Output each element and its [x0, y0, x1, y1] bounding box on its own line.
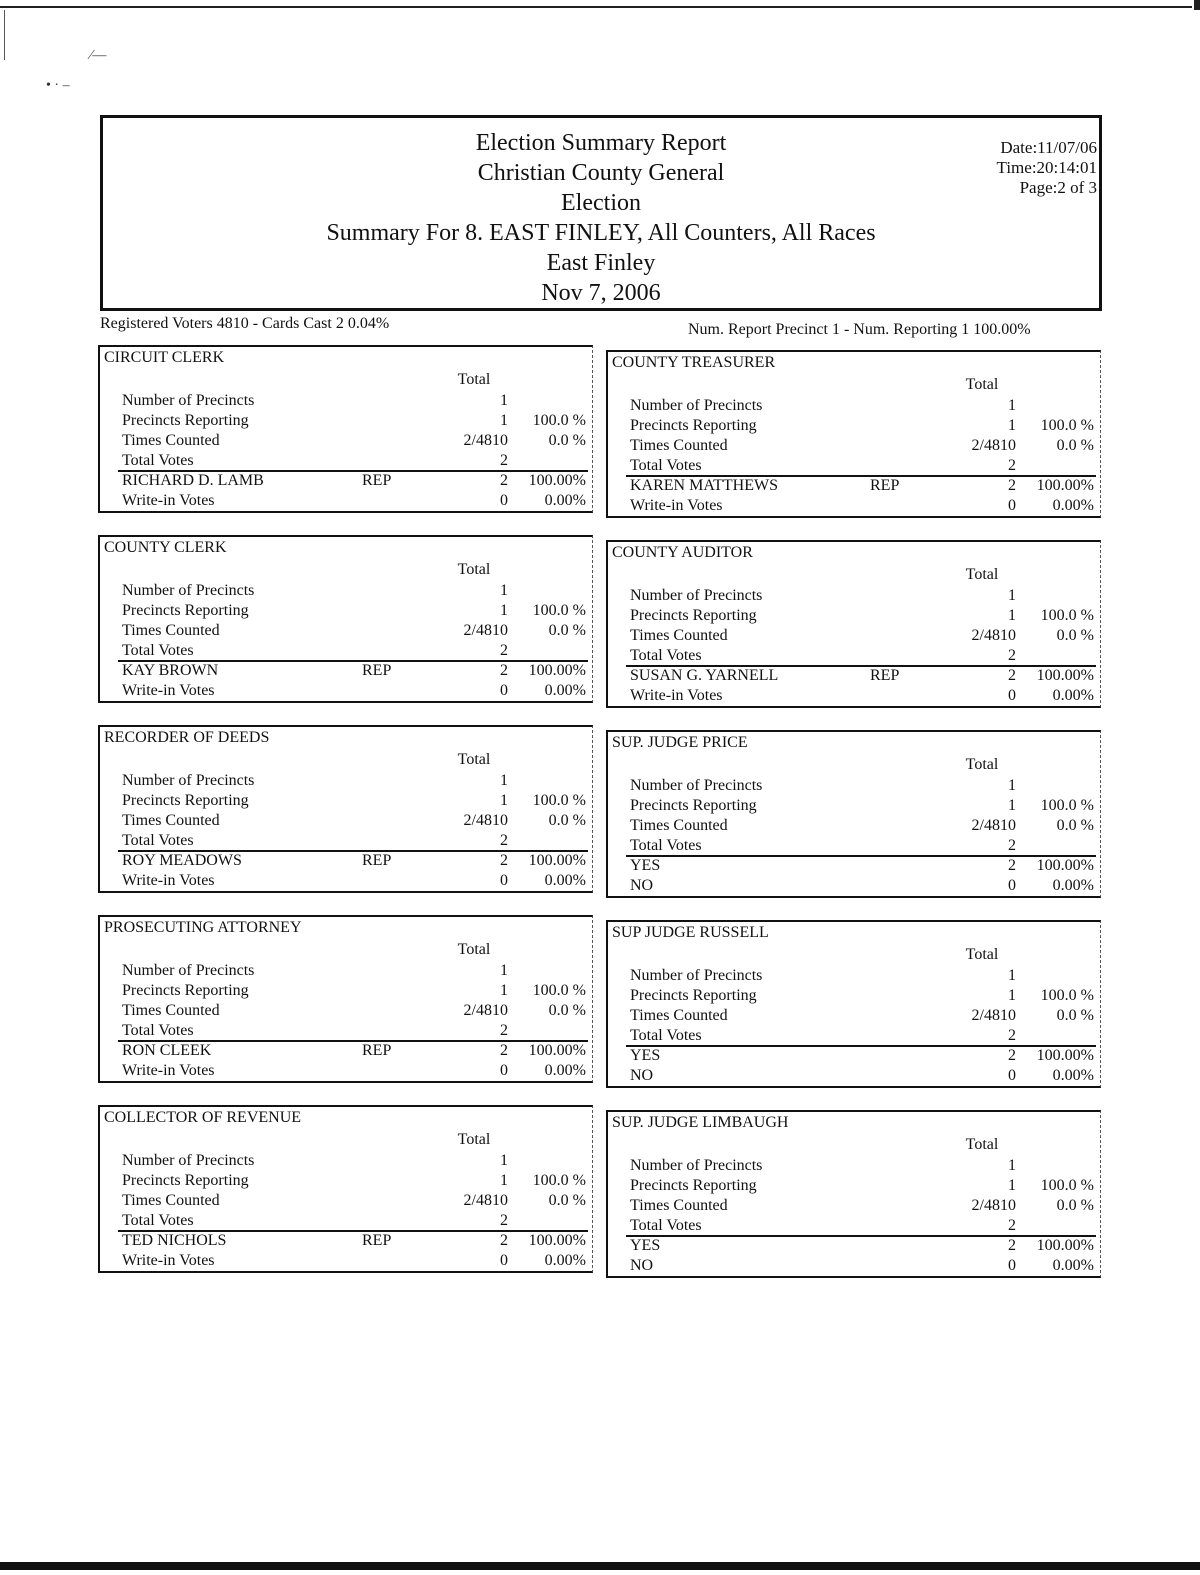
stat-value: 2/4810 — [971, 1197, 1016, 1214]
candidate-votes: 2 — [500, 1042, 508, 1059]
stat-row — [630, 456, 1096, 476]
candidate-percent: 100.00% — [528, 1232, 586, 1249]
candidate-percent: 100.00% — [1036, 857, 1094, 874]
candidate-percent: 100.00% — [528, 662, 586, 679]
candidate-votes: 2 — [1008, 1047, 1016, 1064]
candidate-row — [122, 1061, 588, 1081]
candidate-row — [630, 876, 1096, 896]
candidate-percent: 0.00% — [1052, 497, 1094, 514]
title-line: Christian County General — [477, 160, 725, 186]
scan-top-rule — [0, 6, 1192, 8]
stat-label: Number of Precincts — [122, 772, 255, 789]
stat-label: Times Counted — [630, 1007, 728, 1024]
stat-row — [122, 451, 588, 471]
title-line: Election — [561, 190, 641, 216]
report-header — [100, 115, 1102, 311]
candidate-row — [630, 686, 1096, 706]
candidate-party: REP — [362, 852, 392, 869]
stat-label: Times Counted — [122, 1002, 220, 1019]
candidate-votes: 0 — [500, 1252, 508, 1269]
stat-value: 1 — [1008, 607, 1016, 624]
stat-value: 1 — [500, 582, 508, 599]
stat-label: Total Votes — [122, 1212, 194, 1229]
stat-label: Precincts Reporting — [630, 987, 757, 1004]
reporting-precincts-line: Num. Report Precinct 1 - Num. Reporting 1 100.00% — [688, 321, 1031, 338]
stat-row — [630, 836, 1096, 856]
candidate-percent: 100.00% — [528, 472, 586, 489]
title-line: Election Summary Report — [475, 130, 727, 156]
stat-label: Total Votes — [122, 452, 194, 469]
stat-row — [122, 1021, 588, 1041]
stat-row — [630, 816, 1096, 836]
stat-row — [630, 606, 1096, 626]
candidate-percent: 0.00% — [1052, 1067, 1094, 1084]
race-box — [606, 1110, 1101, 1278]
stat-row — [630, 796, 1096, 816]
stat-value: 1 — [500, 1152, 508, 1169]
stat-value: 1 — [500, 962, 508, 979]
stat-value: 2/4810 — [971, 1007, 1016, 1024]
total-column-header: Total — [457, 561, 491, 578]
candidate-votes: 0 — [500, 1062, 508, 1079]
candidate-row — [122, 1041, 588, 1061]
stat-row — [630, 1216, 1096, 1236]
candidate-percent: 100.00% — [528, 852, 586, 869]
total-column-header: Total — [965, 1136, 999, 1153]
candidate-name: Write-in Votes — [122, 872, 215, 889]
candidate-name: Write-in Votes — [122, 1062, 215, 1079]
report-time: Time:20:14:01 — [996, 158, 1097, 177]
candidate-row — [630, 1066, 1096, 1086]
stat-label: Times Counted — [630, 437, 728, 454]
stat-label: Total Votes — [630, 457, 702, 474]
stat-value: 1 — [500, 392, 508, 409]
race-title: COUNTY TREASURER — [612, 354, 776, 371]
race-title: COUNTY CLERK — [104, 539, 227, 556]
stat-label: Number of Precincts — [122, 582, 255, 599]
handwritten-mark: ∕— — [90, 48, 107, 63]
stat-value: 2 — [1008, 647, 1016, 664]
stat-row — [122, 431, 588, 451]
stat-row — [122, 411, 588, 431]
race-box — [98, 345, 593, 513]
race-box — [98, 1105, 593, 1273]
total-column-header: Total — [965, 376, 999, 393]
stat-value: 2 — [1008, 457, 1016, 474]
registered-voters-line: Registered Voters 4810 - Cards Cast 2 0.04% — [100, 315, 390, 332]
candidate-name: NO — [630, 1067, 654, 1084]
race-title: PROSECUTING ATTORNEY — [104, 919, 302, 936]
race-title: CIRCUIT CLERK — [104, 349, 225, 366]
candidate-votes: 2 — [500, 662, 508, 679]
stat-value: 2 — [1008, 1217, 1016, 1234]
candidate-votes: 2 — [500, 472, 508, 489]
stat-value: 1 — [1008, 777, 1016, 794]
candidate-votes: 2 — [1008, 857, 1016, 874]
stat-label: Times Counted — [630, 627, 728, 644]
candidate-name: Write-in Votes — [630, 687, 723, 704]
report-title — [103, 128, 1099, 308]
stat-label: Number of Precincts — [630, 967, 763, 984]
stat-percent: 0.0 % — [1056, 437, 1094, 454]
stat-row — [630, 986, 1096, 1006]
stat-value: 2/4810 — [971, 437, 1016, 454]
title-line: Nov 7, 2006 — [541, 280, 661, 306]
stat-row — [122, 961, 588, 981]
stat-label: Number of Precincts — [122, 962, 255, 979]
stat-row — [630, 626, 1096, 646]
candidate-row — [122, 1231, 588, 1251]
candidate-votes: 2 — [1008, 667, 1016, 684]
candidate-party: REP — [362, 1232, 392, 1249]
stat-label: Times Counted — [122, 1192, 220, 1209]
candidate-votes: 2 — [500, 1232, 508, 1249]
stat-label: Total Votes — [630, 1217, 702, 1234]
stat-row — [630, 776, 1096, 796]
candidate-percent: 0.00% — [1052, 687, 1094, 704]
stat-row — [630, 646, 1096, 666]
total-column-header: Total — [965, 566, 999, 583]
candidate-votes: 0 — [1008, 1067, 1016, 1084]
candidate-percent: 0.00% — [544, 492, 586, 509]
stat-label: Total Votes — [630, 1027, 702, 1044]
stat-value: 2 — [1008, 1027, 1016, 1044]
stat-label: Precincts Reporting — [122, 412, 249, 429]
candidate-name: Write-in Votes — [122, 1252, 215, 1269]
stat-row — [122, 581, 588, 601]
stat-row — [122, 771, 588, 791]
stat-row — [630, 1026, 1096, 1046]
candidate-percent: 100.00% — [528, 1042, 586, 1059]
race-title: COLLECTOR OF REVENUE — [104, 1109, 302, 1126]
candidate-votes: 0 — [1008, 877, 1016, 894]
stat-value: 1 — [500, 792, 508, 809]
candidate-name: YES — [630, 1237, 661, 1254]
stat-value: 1 — [500, 1172, 508, 1189]
candidate-name: NO — [630, 877, 654, 894]
stat-percent: 0.0 % — [1056, 817, 1094, 834]
candidate-votes: 0 — [1008, 497, 1016, 514]
candidate-name: RICHARD D. LAMB — [122, 472, 264, 489]
stat-percent: 100.0 % — [1040, 607, 1094, 624]
race-box — [98, 915, 593, 1083]
race-box — [606, 920, 1101, 1088]
candidate-party: REP — [870, 667, 900, 684]
handwritten-mark: • · ‒ — [46, 78, 70, 93]
candidate-percent: 100.00% — [1036, 1237, 1094, 1254]
candidate-percent: 100.00% — [1036, 477, 1094, 494]
candidate-votes: 0 — [500, 492, 508, 509]
candidate-percent: 0.00% — [1052, 877, 1094, 894]
scan-corner-mark — [1194, 0, 1200, 10]
race-title: COUNTY AUDITOR — [612, 544, 753, 561]
race-title: SUP. JUDGE LIMBAUGH — [612, 1114, 789, 1131]
total-column-header: Total — [457, 751, 491, 768]
scan-bottom-rule — [0, 1562, 1200, 1570]
stat-label: Precincts Reporting — [630, 797, 757, 814]
candidate-row — [122, 661, 588, 681]
stat-row — [630, 1006, 1096, 1026]
stat-value: 2 — [500, 1212, 508, 1229]
report-date: Date:11/07/06 — [1000, 138, 1097, 157]
stat-percent: 0.0 % — [548, 812, 586, 829]
stat-label: Total Votes — [122, 1022, 194, 1039]
stat-row — [122, 621, 588, 641]
candidate-row — [122, 1251, 588, 1271]
race-box — [606, 350, 1101, 518]
stat-row — [122, 641, 588, 661]
stat-label: Number of Precincts — [122, 392, 255, 409]
stat-value: 1 — [1008, 397, 1016, 414]
race-title: SUP. JUDGE PRICE — [612, 734, 748, 751]
candidate-name: ROY MEADOWS — [122, 852, 242, 869]
stat-label: Precincts Reporting — [630, 417, 757, 434]
candidate-name: NO — [630, 1257, 654, 1274]
stat-row — [630, 416, 1096, 436]
stat-label: Precincts Reporting — [122, 982, 249, 999]
stat-row — [122, 1151, 588, 1171]
race-box — [606, 540, 1101, 708]
candidate-percent: 100.00% — [1036, 667, 1094, 684]
candidate-row — [630, 496, 1096, 516]
stat-percent: 100.0 % — [532, 792, 586, 809]
stat-percent: 100.0 % — [1040, 417, 1094, 434]
race-title: RECORDER OF DEEDS — [104, 729, 270, 746]
candidate-percent: 100.00% — [1036, 1047, 1094, 1064]
stat-row — [630, 1196, 1096, 1216]
stat-row — [122, 1191, 588, 1211]
stat-value: 1 — [500, 412, 508, 429]
candidate-name: Write-in Votes — [630, 497, 723, 514]
stat-label: Times Counted — [122, 812, 220, 829]
candidate-name: SUSAN G. YARNELL — [630, 667, 779, 684]
stat-label: Total Votes — [122, 832, 194, 849]
race-title: SUP JUDGE RUSSELL — [612, 924, 769, 941]
stat-percent: 100.0 % — [532, 1172, 586, 1189]
stat-label: Number of Precincts — [122, 1152, 255, 1169]
race-box — [98, 535, 593, 703]
candidate-party: REP — [362, 472, 392, 489]
candidate-row — [630, 1046, 1096, 1066]
stat-value: 1 — [500, 602, 508, 619]
stat-row — [630, 436, 1096, 456]
stat-value: 2 — [500, 832, 508, 849]
stat-label: Number of Precincts — [630, 397, 763, 414]
stat-value: 2 — [500, 1022, 508, 1039]
stat-label: Number of Precincts — [630, 1157, 763, 1174]
title-line: Summary For 8. EAST FINLEY, All Counters, All Races — [326, 220, 876, 246]
candidate-name: YES — [630, 857, 661, 874]
candidate-name: Write-in Votes — [122, 682, 215, 699]
stat-value: 2/4810 — [463, 1002, 508, 1019]
total-column-header: Total — [457, 1131, 491, 1148]
stat-value: 2/4810 — [463, 1192, 508, 1209]
stat-percent: 100.0 % — [1040, 987, 1094, 1004]
stat-label: Precincts Reporting — [122, 792, 249, 809]
total-column-header: Total — [965, 946, 999, 963]
stat-value: 1 — [1008, 797, 1016, 814]
candidate-row — [630, 1256, 1096, 1276]
candidate-percent: 0.00% — [544, 1252, 586, 1269]
candidate-name: TED NICHOLS — [122, 1232, 227, 1249]
candidate-row — [122, 471, 588, 491]
stat-value: 1 — [1008, 1157, 1016, 1174]
stat-row — [122, 601, 588, 621]
stat-row — [630, 396, 1096, 416]
stat-label: Total Votes — [122, 642, 194, 659]
stat-percent: 100.0 % — [532, 982, 586, 999]
stat-percent: 100.0 % — [1040, 797, 1094, 814]
report-meta — [997, 138, 1097, 198]
stat-label: Times Counted — [630, 817, 728, 834]
total-column-header: Total — [457, 371, 491, 388]
candidate-party: REP — [870, 477, 900, 494]
candidate-name: KAY BROWN — [122, 662, 219, 679]
candidate-percent: 0.00% — [544, 1062, 586, 1079]
stat-percent: 0.0 % — [1056, 1197, 1094, 1214]
race-box — [98, 725, 593, 893]
candidate-votes: 2 — [1008, 477, 1016, 494]
stat-value: 2/4810 — [971, 627, 1016, 644]
candidate-name: Write-in Votes — [122, 492, 215, 509]
stat-value: 1 — [500, 982, 508, 999]
candidate-party: REP — [362, 1042, 392, 1059]
candidate-votes: 0 — [1008, 1257, 1016, 1274]
report-page: Page:2 of 3 — [1019, 178, 1097, 197]
stat-value: 2/4810 — [463, 812, 508, 829]
stat-value: 1 — [1008, 967, 1016, 984]
stat-label: Precincts Reporting — [630, 1177, 757, 1194]
candidate-row — [122, 851, 588, 871]
stat-percent: 100.0 % — [1040, 1177, 1094, 1194]
stat-value: 2 — [500, 642, 508, 659]
candidate-name: YES — [630, 1047, 661, 1064]
stat-value: 2/4810 — [463, 432, 508, 449]
stat-label: Total Votes — [630, 837, 702, 854]
candidate-votes: 2 — [1008, 1237, 1016, 1254]
stat-label: Number of Precincts — [630, 587, 763, 604]
stat-label: Number of Precincts — [630, 777, 763, 794]
candidate-votes: 2 — [500, 852, 508, 869]
stat-value: 1 — [1008, 1177, 1016, 1194]
stat-percent: 100.0 % — [532, 412, 586, 429]
stat-label: Total Votes — [630, 647, 702, 664]
scan-left-rule — [4, 10, 5, 60]
candidate-row — [122, 681, 588, 701]
stat-row — [630, 1156, 1096, 1176]
stat-label: Precincts Reporting — [122, 602, 249, 619]
candidate-name: RON CLEEK — [122, 1042, 212, 1059]
stat-value: 1 — [500, 772, 508, 789]
total-column-header: Total — [965, 756, 999, 773]
candidate-percent: 0.00% — [544, 682, 586, 699]
candidate-row — [630, 1236, 1096, 1256]
stat-percent: 0.0 % — [548, 1192, 586, 1209]
stat-value: 1 — [1008, 417, 1016, 434]
stat-percent: 0.0 % — [1056, 1007, 1094, 1024]
stat-value: 2 — [1008, 837, 1016, 854]
stat-value: 2/4810 — [971, 817, 1016, 834]
candidate-row — [630, 476, 1096, 496]
stat-row — [122, 791, 588, 811]
candidate-row — [630, 666, 1096, 686]
candidate-party: REP — [362, 662, 392, 679]
total-column-header: Total — [457, 941, 491, 958]
stat-label: Times Counted — [122, 432, 220, 449]
stat-percent: 0.0 % — [1056, 627, 1094, 644]
candidate-row — [630, 856, 1096, 876]
stat-row — [122, 1171, 588, 1191]
stat-value: 1 — [1008, 987, 1016, 1004]
stat-value: 2/4810 — [463, 622, 508, 639]
stat-percent: 0.0 % — [548, 1002, 586, 1019]
stat-row — [122, 831, 588, 851]
title-line: East Finley — [546, 250, 656, 276]
candidate-percent: 0.00% — [544, 872, 586, 889]
stat-row — [122, 1211, 588, 1231]
stat-percent: 100.0 % — [532, 602, 586, 619]
stat-row — [122, 391, 588, 411]
stat-value: 2 — [500, 452, 508, 469]
stat-percent: 0.0 % — [548, 622, 586, 639]
stat-label: Times Counted — [122, 622, 220, 639]
stat-row — [630, 966, 1096, 986]
candidate-name: KAREN MATTHEWS — [630, 477, 778, 494]
candidate-row — [122, 491, 588, 511]
race-box — [606, 730, 1101, 898]
stat-row — [630, 1176, 1096, 1196]
candidate-votes: 0 — [500, 872, 508, 889]
stat-label: Times Counted — [630, 1197, 728, 1214]
stat-label: Precincts Reporting — [122, 1172, 249, 1189]
stat-row — [122, 811, 588, 831]
candidate-percent: 0.00% — [1052, 1257, 1094, 1274]
candidate-votes: 0 — [1008, 687, 1016, 704]
stat-label: Precincts Reporting — [630, 607, 757, 624]
stat-value: 1 — [1008, 587, 1016, 604]
stat-row — [122, 981, 588, 1001]
stat-percent: 0.0 % — [548, 432, 586, 449]
stat-row — [630, 586, 1096, 606]
candidate-row — [122, 871, 588, 891]
stat-row — [122, 1001, 588, 1021]
candidate-votes: 0 — [500, 682, 508, 699]
